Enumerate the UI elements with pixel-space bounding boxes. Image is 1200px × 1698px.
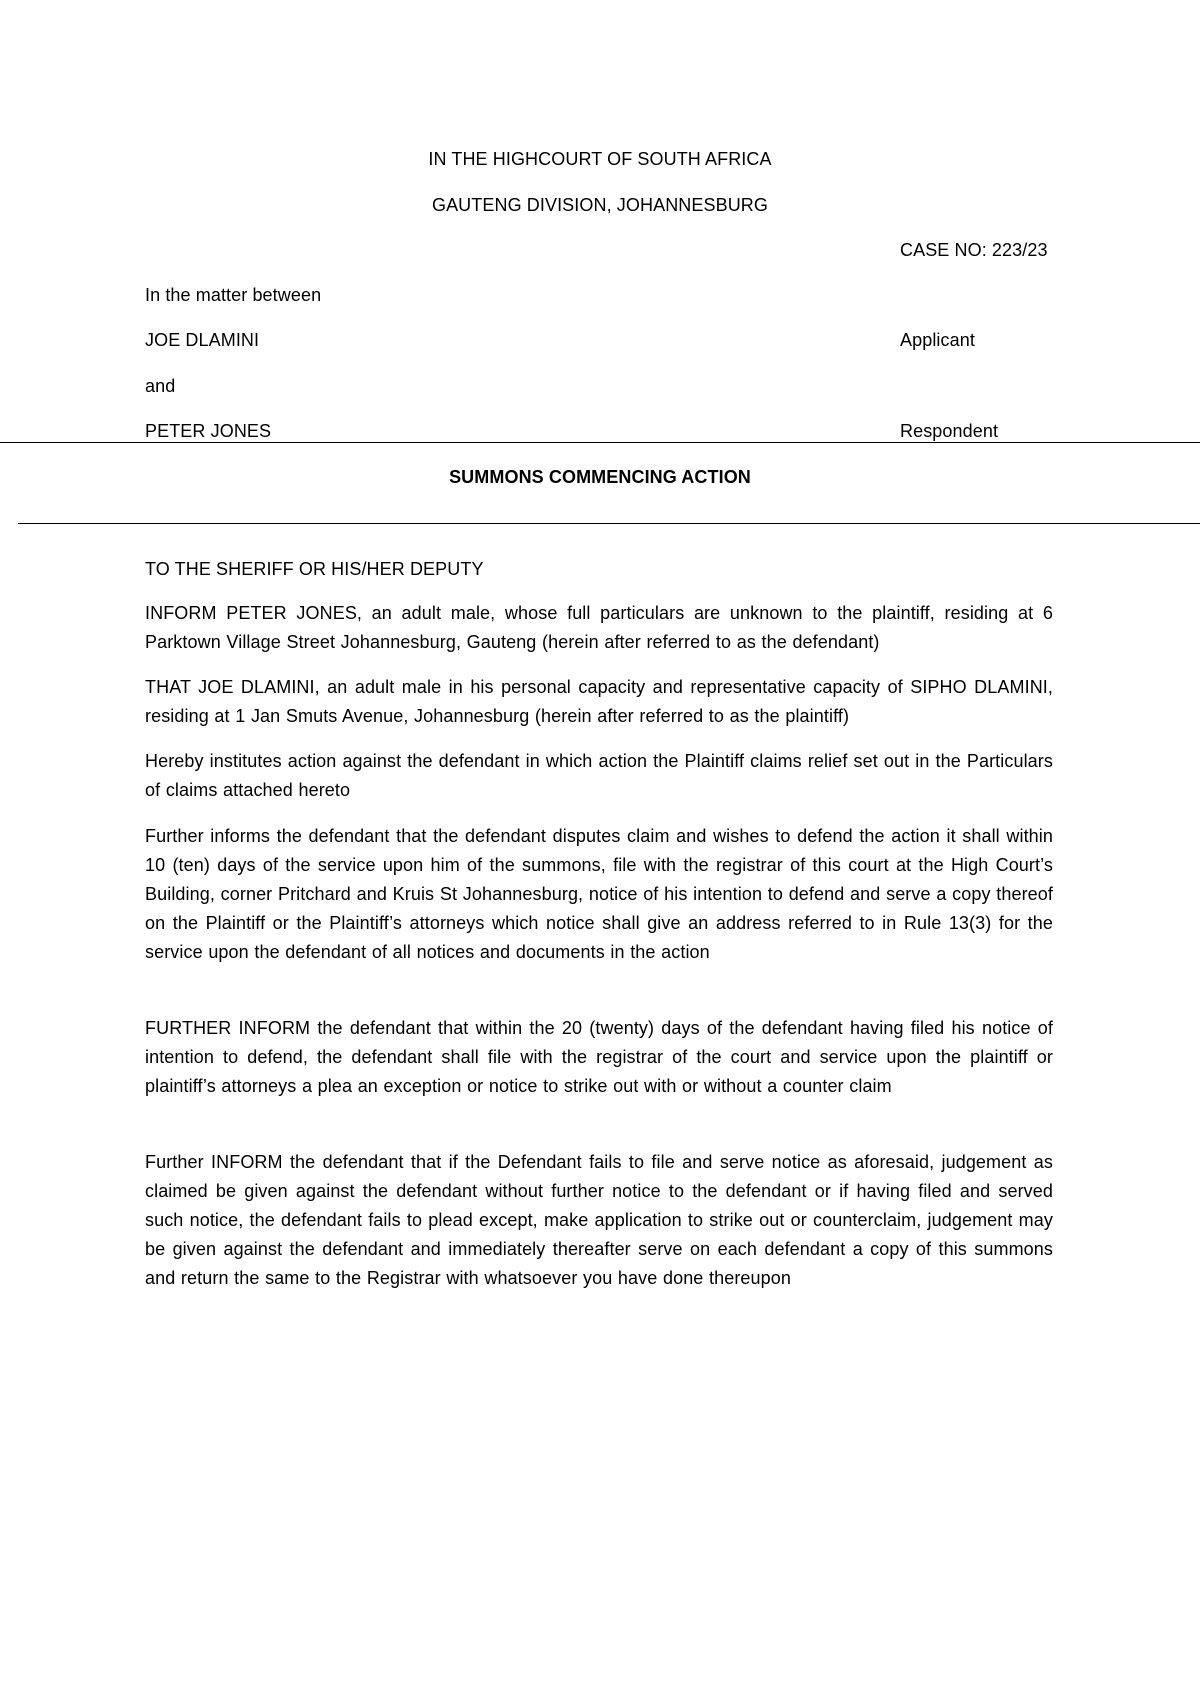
respondent-name: PETER JONES [145,421,272,441]
matter-intro: In the matter between [145,285,322,305]
bottom-divider [18,523,1200,524]
court-name: IN THE HIGHCOURT OF SOUTH AFRICA [428,149,772,169]
applicant-name: JOE DLAMINI [145,330,260,350]
case-number: CASE NO: 223/23 [900,240,1048,260]
paragraph-institutes-action: Hereby institutes action against the defendant in which action the Plaintiff claims relief set out in the Particulars of claims attached hereto [145,751,1053,800]
respondent-role: Respondent [900,421,999,441]
court-division: GAUTENG DIVISION, JOHANNESBURG [431,195,769,215]
paragraph-notice-to-defend: Further informs the defendant that the defendant disputes claim and wishes to defend the action it shall within 10 (ten) days of the service upon him of the summons, file with the registrar of this court at the High Court’s Building, corner Pritchard and Kruis St Johannesburg, notice of his intention to defend and serve a copy thereof on the Plaintiff or the Plaintiff’s attorneys which notice shall give an address referred to in Rule 13(3) for the service upon the defendant of all notices and documents in the action [145,826,1053,962]
addressee: TO THE SHERIFF OR HIS/HER DEPUTY [145,559,484,579]
applicant-role: Applicant [900,330,975,350]
top-divider [0,442,1200,443]
paragraph-default-judgement: Further INFORM the defendant that if the Defendant fails to file and serve notice as aforesaid, judgement as claimed be given against the defendant without further notice to the defendant or if having filed and served such notice, the defendant fails to plead except, make application to strike out or counterclaim, judgement may be given against the defendant and immediately thereafter serve on each defendant a copy of this summons and return the same to the Registrar with whatsoever you have done thereupon [145,1152,1053,1288]
document-title: SUMMONS COMMENCING ACTION [449,467,751,487]
paragraph-plaintiff-details: THAT JOE DLAMINI, an adult male in his personal capacity and representative capacity of SIPHO DLAMINI, residing at 1 Jan Smuts Avenue, Johannesburg (herein after referred to as the plaintiff) [145,677,1053,726]
parties-conjunction: and [145,376,176,396]
paragraph-inform-defendant: INFORM PETER JONES, an adult male, whose full particulars are unknown to the plaintiff, residing at 6 Parktown Village Street Johannesburg, Gauteng (herein after referred to as the defendant) [145,603,1053,652]
paragraph-plea-deadline: FURTHER INFORM the defendant that within the 20 (twenty) days of the defendant having filed his notice of intention to defend, the defendant shall file with the registrar of the court and service upon the plaintiff or plaintiff’s attorneys a plea an exception or notice to strike out with or without a counter claim [145,1018,1053,1096]
